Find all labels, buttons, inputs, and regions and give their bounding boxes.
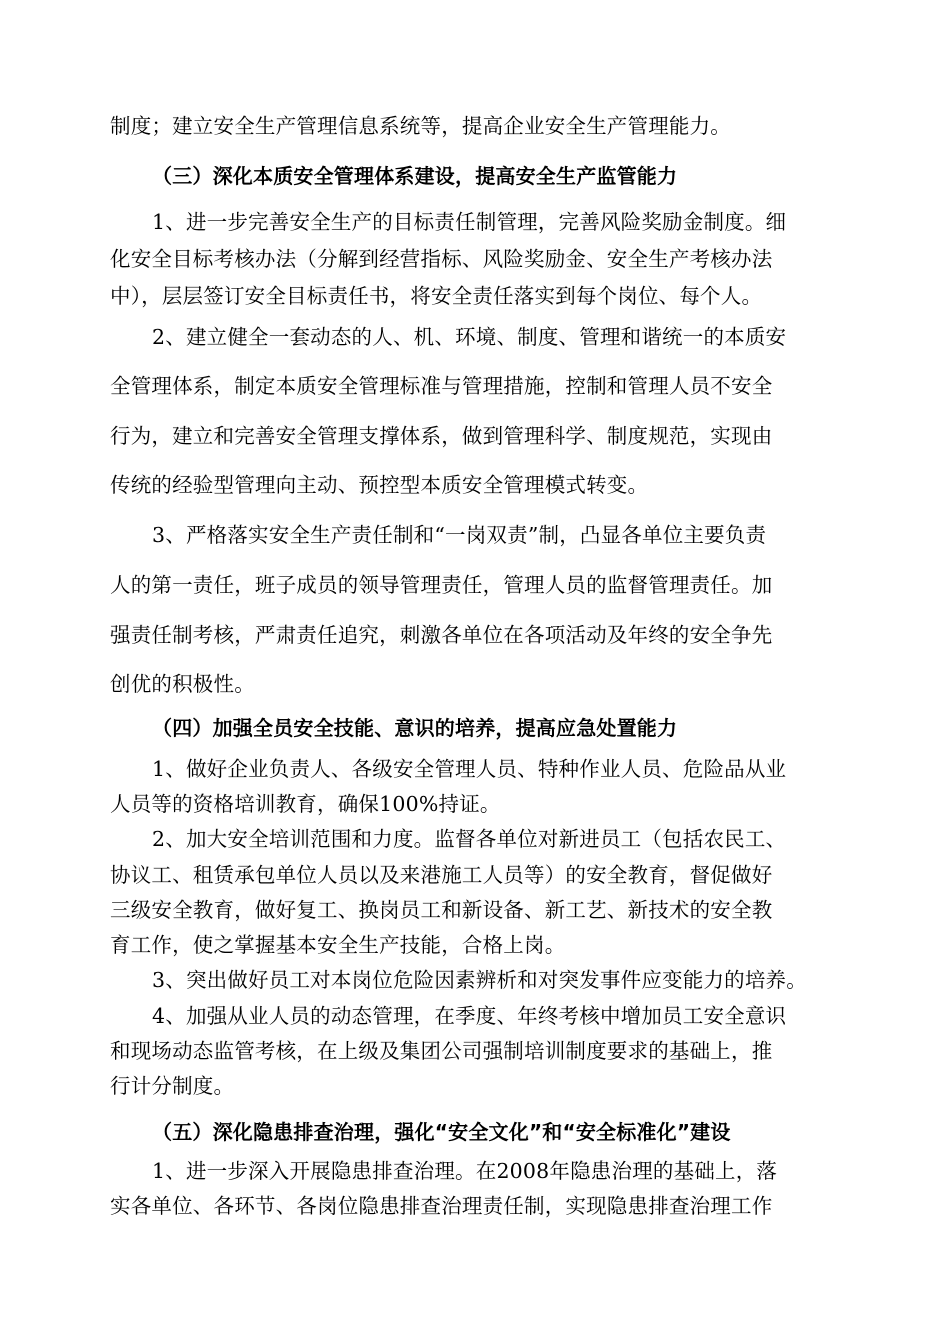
text-line: 1、做好企业负责人、各级安全管理人员、特种作业人员、危险品从业 (152, 757, 787, 781)
text-line: 2、加大安全培训范围和力度。监督各单位对新进员工（包括农民工、 (152, 827, 787, 851)
text-line: 2、建立健全一套动态的人、机、环境、制度、管理和谐统一的本质安 (152, 325, 787, 349)
text-line: 协议工、租赁承包单位人员以及来港施工人员等）的安全教育，督促做好 (110, 863, 773, 887)
section-heading: （五）深化隐患排查治理，强化“安全文化”和“安全标准化”建设 (152, 1120, 731, 1144)
text-line: 制度；建立安全生产管理信息系统等，提高企业安全生产管理能力。 (110, 114, 731, 138)
text-line: 3、突出做好员工对本岗位危险因素辨析和对突发事件应变能力的培养。 (152, 968, 807, 992)
text-line: 3、严格落实安全生产责任制和“一岗双责”制，凸显各单位主要负责 (152, 523, 767, 547)
text-line: 实各单位、各环节、各岗位隐患排查治理责任制，实现隐患排查治理工作 (110, 1194, 773, 1218)
text-line: 全管理体系，制定本质安全管理标准与管理措施，控制和管理人员不安全 (110, 374, 773, 398)
text-line: 中），层层签订安全目标责任书，将安全责任落实到每个岗位、每个人。 (110, 284, 763, 308)
text-line: 1、进一步完善安全生产的目标责任制管理，完善风险奖励金制度。细 (152, 210, 787, 234)
section-heading: （三）深化本质安全管理体系建设，提高安全生产监管能力 (152, 164, 678, 188)
text-line: 传统的经验型管理向主动、预控型本质安全管理模式转变。 (110, 473, 649, 497)
section-heading: （四）加强全员安全技能、意识的培养，提高应急处置能力 (152, 716, 678, 740)
text-line: 创优的积极性。 (110, 672, 255, 696)
text-line: 行为，建立和完善安全管理支撑体系，做到管理科学、制度规范，实现由 (110, 424, 773, 448)
text-line: 育工作，使之掌握基本安全生产技能，合格上岗。 (110, 933, 566, 957)
text-line: 和现场动态监管考核，在上级及集团公司强制培训制度要求的基础上，推 (110, 1039, 773, 1063)
text-line: 人员等的资格培训教育，确保100%持证。 (110, 792, 501, 816)
text-line: 行计分制度。 (110, 1074, 235, 1098)
text-line: 1、进一步深入开展隐患排查治理。在2008年隐患治理的基础上，落 (152, 1159, 778, 1183)
text-line: 化安全目标考核办法（分解到经营指标、风险奖励金、安全生产考核办法 (110, 247, 773, 271)
text-line: 人的第一责任，班子成员的领导管理责任，管理人员的监督管理责任。加 (110, 573, 773, 597)
text-line: 4、加强从业人员的动态管理，在季度、年终考核中增加员工安全意识 (152, 1004, 787, 1028)
text-line: 三级安全教育，做好复工、换岗员工和新设备、新工艺、新技术的安全教 (110, 898, 773, 922)
text-line: 强责任制考核，严肃责任追究，刺激各单位在各项活动及年终的安全争先 (110, 623, 773, 647)
